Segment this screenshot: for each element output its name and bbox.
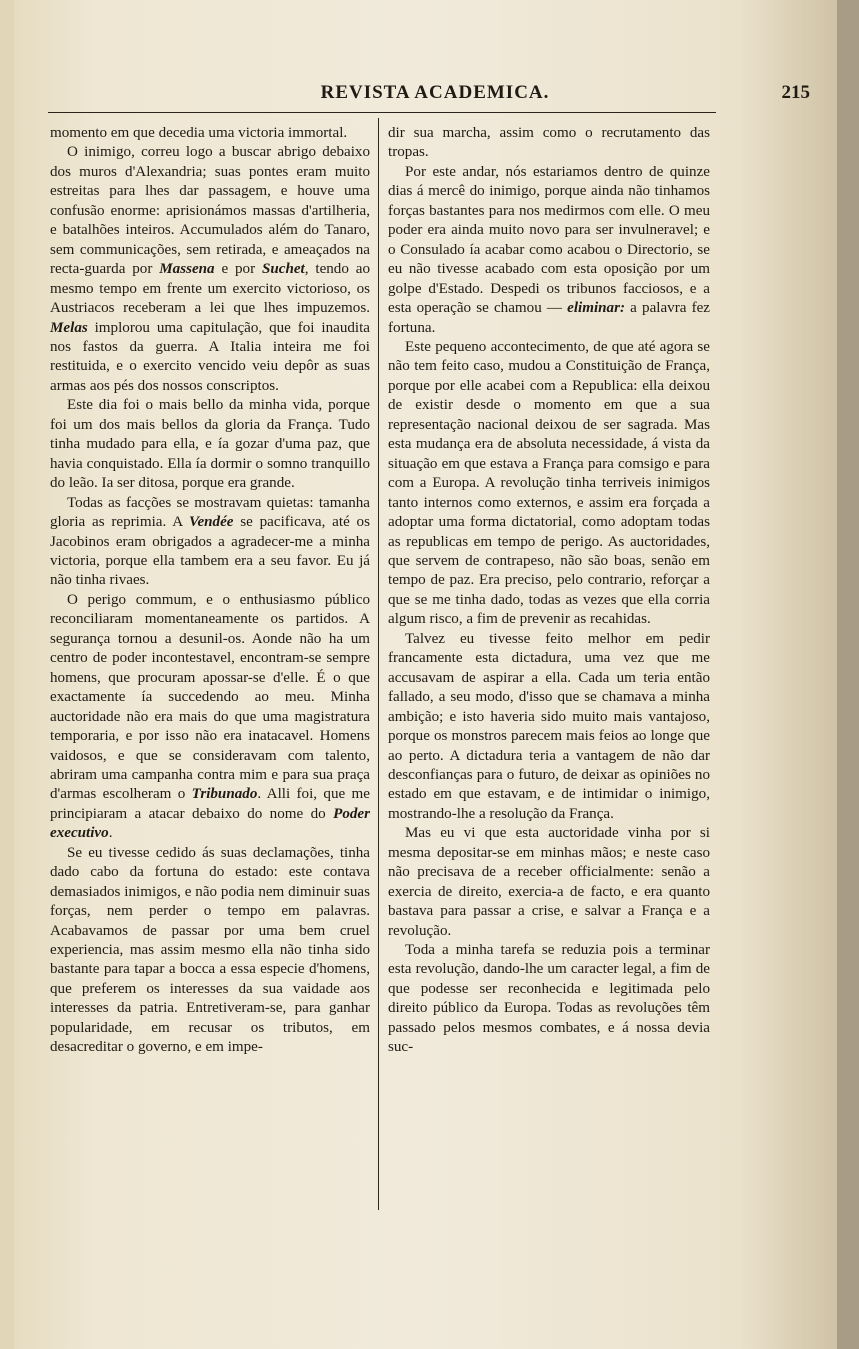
paragraph: Todas as facções se mostravam quietas: tamanha gloria as reprimia. A Vendée se pacificava, até os Jacobinos eram obrigados a agradecer-me a minha victoria, porque ella tambem era a seu favor. Eu já não tinha rivaes.	[50, 494, 370, 589]
paragraph: O perigo commum, e o enthusiasmo público reconciliaram momentaneamente os partidos. A segurança tornou a desunil-os. Aonde não ha um centro de poder incontestavel, encontram-se sempre homens, que procuram apossar-se d'elle. É o que exactamente ía succedendo ao meu. Minha auctoridade não era mais do que uma magistratura temporaria, e por isso não era inatacavel. Homens vaidosos, e que se consideravam com talento, abriram uma campanha contra mim e para sua praça d'armas escolheram o Tribunado. Alli foi, que me principiaram a atacar debaixo do nome do Poder executivo.	[50, 591, 370, 842]
column-divider	[378, 118, 379, 1210]
paragraph: momento em que decedia uma victoria immortal.	[50, 125, 348, 141]
paragraph: Mas eu vi que esta auctoridade vinha por si mesma depositar-se em minhas mãos; e neste caso não precisava de a receber officialmente: senão a exercia de direito, exercia-a de facto, e era quanto bastava para passar a crise, e salvar a França e a revolução.	[388, 825, 710, 939]
header-rule	[48, 112, 716, 113]
left-column	[50, 124, 370, 1058]
running-title: REVISTA ACADEMICA.	[320, 82, 550, 103]
right-column	[388, 124, 710, 1058]
page-number: 215	[781, 82, 810, 103]
paragraph: O inimigo, correu logo a buscar abrigo debaixo dos muros d'Alexandria; suas pontes eram muito estreitas para lhes dar passagem, e houve uma confusão enorme: aprisionámos massas d'artilheria, e batalhões inteiros. Accumulados além do Tanaro, sem communicações, sem retirada, e ameaçados na recta-guarda por Massena e por Suchet, tendo ao mesmo tempo em frente um exercito victorioso, os Austriacos receberam a lei que lhes impuzemos. Melas implorou uma capitulação, que foi inaudita nos fastos da guerra. A Italia inteira me foi restituida, e o exercito vencido veiu depôr as suas armas aos pés dos nossos conscriptos.	[50, 144, 371, 394]
page-header	[40, 82, 830, 112]
paragraph: Se eu tivesse cedido ás suas declamações, tinha dado cabo da fortuna do estado: este contava demasiados inimigos, e não podia nem diminuir suas forças, nem perder o tempo em palavras. Acabavamos de passar por uma bem cruel experiencia, mas assim mesmo ella não tinha sido bastante para tapar a bocca a essa especie d'homens, que preferem os interesses da sua vaidade aos interesses da patria. Entretiveram-se, para ganhar popularidade, em recusar os tributos, em desacreditar o governo, e em impe-	[50, 844, 370, 1056]
paragraph: Por este andar, nós estariamos dentro de quinze dias á mercê do inimigo, porque ainda não tinhamos forças bastantes para nos medirmos com elle. O meu poder era ainda muito novo para ser invulneravel; e o Consulado ía acabar como acabou o Directorio, se eu não tivesse acabado com esta oposição por um golpe d'Estado. Despedi os tribunos facciosos, e a esta operação se chamou — eliminar: a palavra fez fortuna.	[388, 163, 711, 336]
paragraph: Este dia foi o mais bello da minha vida, porque foi um dos mais bellos da gloria da França. Tudo tinha mudado para ella, e ía gozar d'uma paz, que havia conquistado. Ella ía dormir o somno tranquillo do leão. Ia ser ditosa, porque era grande.	[50, 397, 370, 492]
paragraph: Talvez eu tivesse feito melhor em pedir francamente esta dictadura, uma vez que me accusavam de aspirar a ella. Cada um teria então fallado, a seu modo, d'isso que se chamava a minha ambição; e isto haveria sido muito mais vantajoso, porque os monstros parecem mais feios ao longe que ao perto. A dictadura teria a vantagem de não dar desconfianças para o futuro, de deixar as opiniões no estado em que estavam, e de intimidar o inimigo, mostrando-lhe a resolução da França.	[388, 630, 710, 822]
paragraph: Toda a minha tarefa se reduzia pois a terminar esta revolução, dando-lhe um caracter legal, a fim de que podesse ser reconhecida e legitimada pelo direito público da Europa. Todas as revoluções têm passado pelos mesmos combates, e á nossa devia suc-	[388, 942, 710, 1056]
paragraph: Este pequeno accontecimento, de que até agora se não tem feito caso, mudou a Constituição de França, porque por elle acabei com a Republica: ella deixou de existir desde o momento em que a sua representação nacional deixou de ser sagrada. Mas esta mudança era de absoluta necessidade, á vista da situação em que estava a França para comsigo e para com a Europa. A revolução tinha terriveis inimigos tanto internos como externos, e assim era forçada a adoptar uma forma dictatorial, como adoptam todas as republicas em tempo de perigo. As auctoridades, que servem de contrapeso, não são boas, senão em tempo de paz. Era preciso, pelo contrario, reforçar a que se me tinha dado, todas as vezes que ella corria algum risco, a fim de prevenir as recahidas.	[388, 338, 710, 628]
paragraph: dir sua marcha, assim como o recrutamento das tropas.	[388, 125, 710, 161]
